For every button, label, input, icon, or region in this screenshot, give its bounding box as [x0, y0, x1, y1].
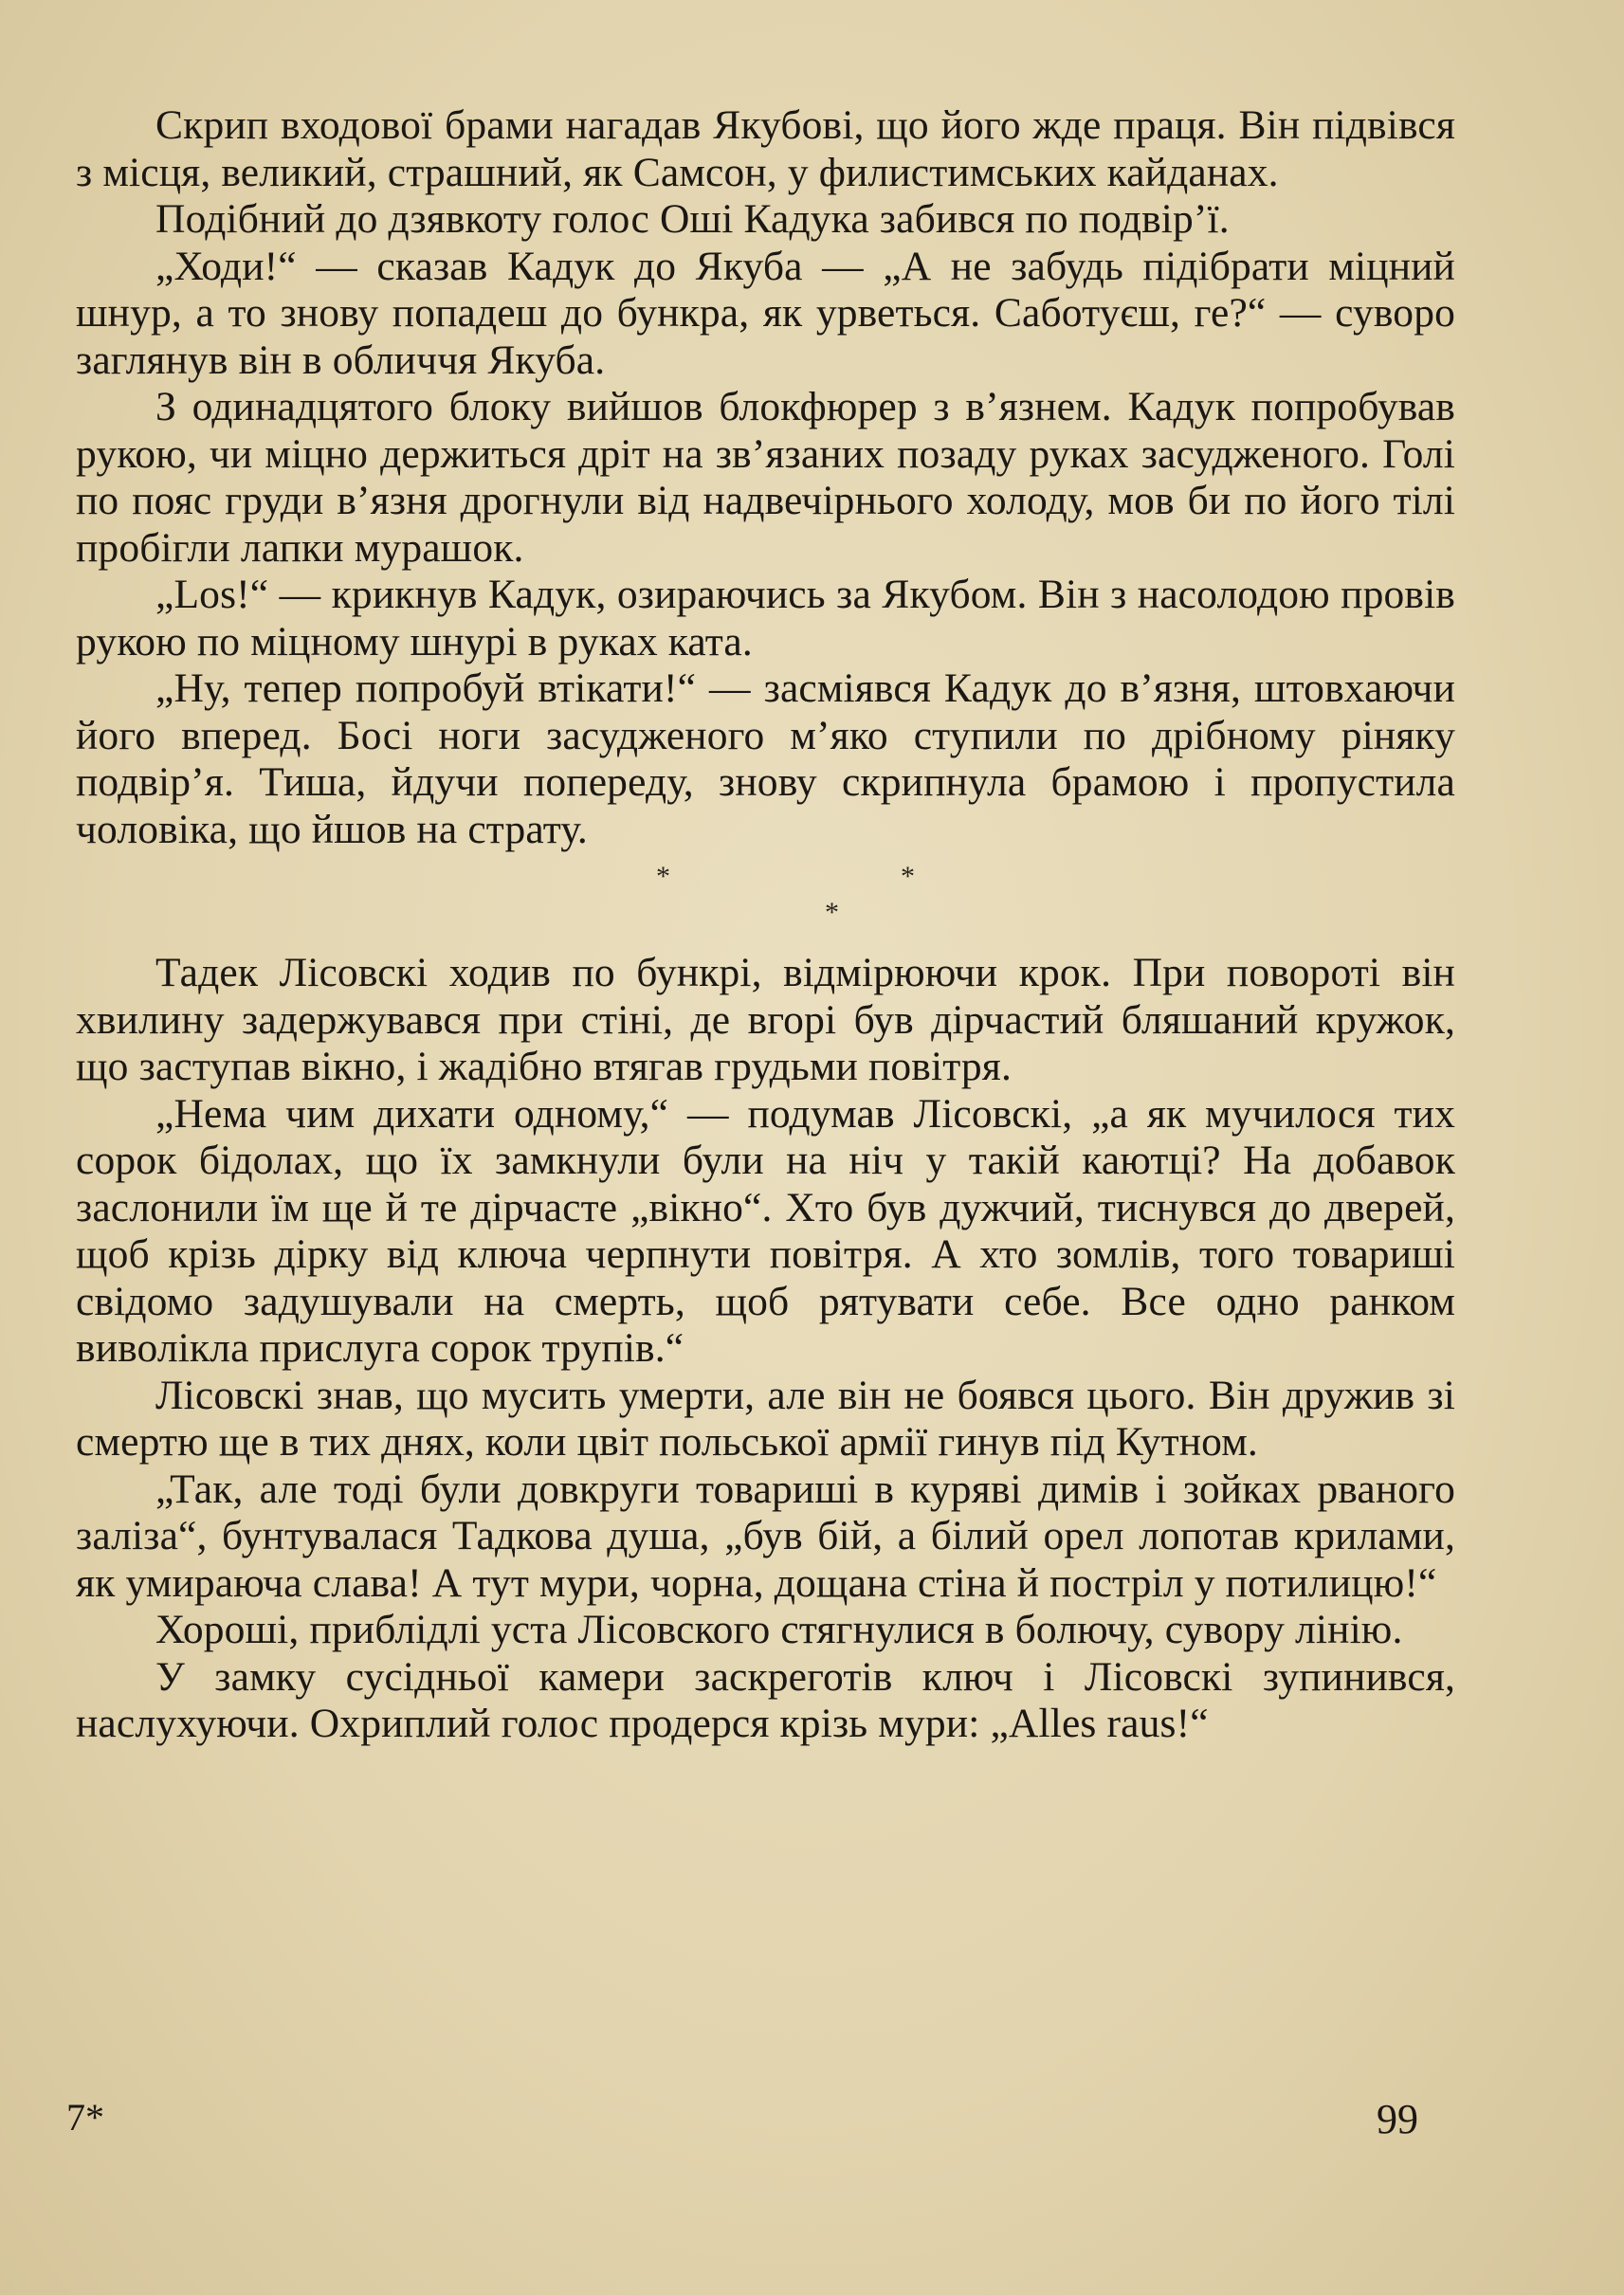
paragraph: „Так, але тоді були довкруги товариші в куряві димів і зойках рваного заліза“, бунтувалася Тадкова душа, „був бій, а білий орел лопотав крилами, як умираюча слава! А тут мури, чорна, дощана стіна й постріл у потилицю!“ [76, 1466, 1455, 1606]
section-separator [76, 855, 1455, 946]
paragraph: „Нема чим дихати одному,“ — подумав Лісовскі, „а як мучилося тих сорок бідолах, що їх замкнули були на ніч у такій каютці? На добавок заслонили їм ще й те дірчасте „вікно“. Хто був дужчий, тиснувся до дверей, щоб крізь дірку від ключа черпнути повітря. А хто зомлів, того товариші свідомо задушували на смерть, щоб рятувати себе. Все одно ранком виволікла прислуга сорок трупів.“ [76, 1090, 1455, 1371]
separator-asterisk: * [656, 861, 670, 892]
paragraph: З одинадцятого блоку вийшов блокфюрер з в’язнем. Кадук попробував рукою, чи міцно держиться дріт на зв’язаних позаду руках засудженого. Голі по пояс груди в’язня дрогнули від надвечірнього холоду, мов би по його тілі пробігли лапки мурашок. [76, 384, 1455, 571]
paragraph: „Ходи!“ — сказав Кадук до Якуба — „А не забудь підібрати міцний шнур, а то знову попадеш до бункра, як урветься. Саботуєш, ге?“ — суворо заглянув він в обличчя Якуба. [76, 243, 1455, 383]
paragraph: „Ну, тепер попробуй втікати!“ — засміявся Кадук до в’язня, штовхаючи його вперед. Босі ноги засудженого м’яко ступили по дрібному ріняку подвір’я. Тиша, йдучи попереду, знову скрипнула брамою і пропустила чоловіка, що йшов на страту. [76, 665, 1455, 852]
paragraph: Лісовскі знав, що мусить умерти, але він не боявся цього. Він дружив зі смертю ще в тих днях, коли цвіт польської армії гинув під Кутном. [76, 1372, 1455, 1465]
page-number: 99 [1377, 2096, 1418, 2142]
paragraph: Подібний до дзявкоту голос Оші Кадука забився по подвір’ї. [155, 196, 1230, 242]
separator-asterisk: * [901, 861, 915, 892]
paragraph: Хороші, приблідлі уста Лісовского стягнулися в болючу, сувору лінію. [155, 1607, 1403, 1652]
main-text [76, 102, 1455, 1748]
paragraph: Тадек Лісовскі ходив по бункрі, відмірюючи крок. При повороті він хвилину задержувався при стіні, де вгорі був дірчастий бляшаний кружок, що заступав вікно, і жадібно втягав грудьми повітря. [76, 950, 1455, 1089]
signature-mark: 7* [66, 2096, 104, 2139]
paragraph: „Los!“ — крикнув Кадук, озираючись за Якубом. Він з насолодою провів рукою по міцному шнурі в руках ката. [76, 572, 1455, 665]
paragraph: Скрип входової брами нагадав Якубові, що його жде праця. Він підвівся з місця, великий, страшний, як Самсон, у филистимських кайданах. [76, 102, 1455, 195]
separator-asterisk: * [825, 897, 839, 928]
paragraph: У замку сусідньої камери заскреготів ключ і Лісовскі зупинився, наслухуючи. Охриплий голос продерся крізь мури: „Alles raus!“ [76, 1653, 1455, 1746]
